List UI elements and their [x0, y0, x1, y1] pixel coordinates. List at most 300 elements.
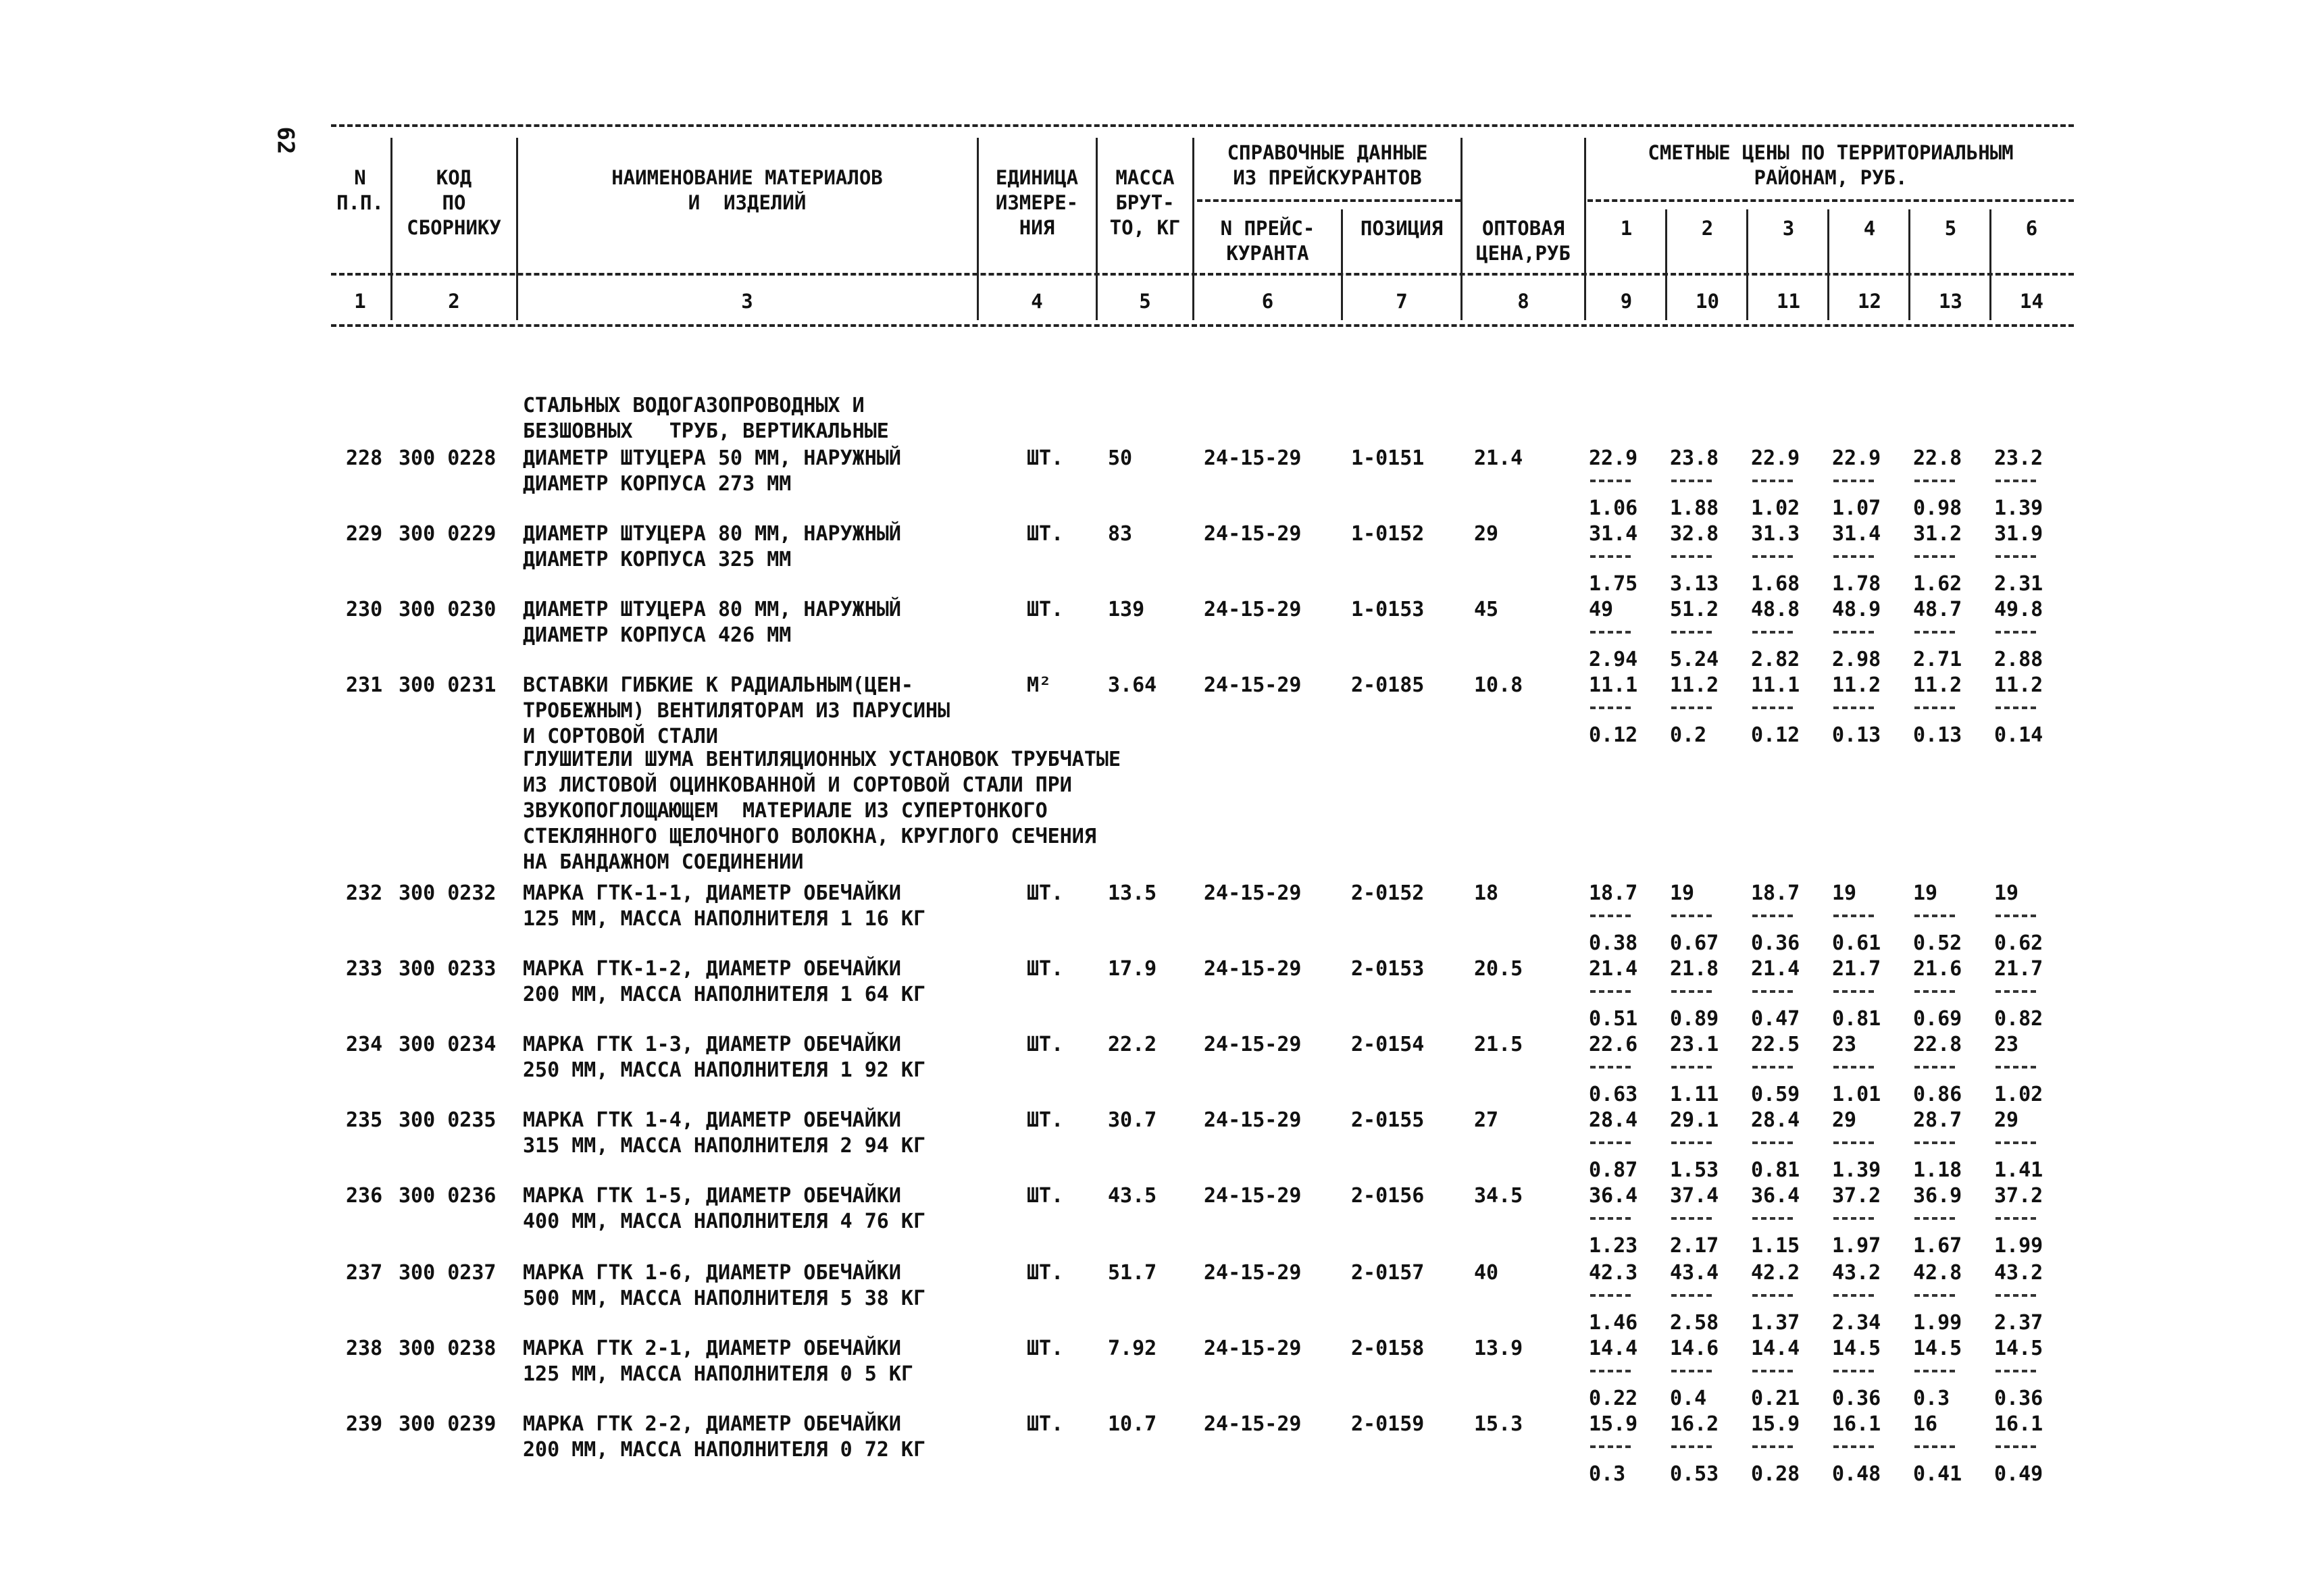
row-unit: ШТ. [1027, 957, 1064, 981]
row-number: 235 [346, 1108, 383, 1132]
row-number: 230 [346, 598, 383, 621]
row-region-labour: 1.78 [1832, 572, 1881, 596]
col-sep [977, 138, 979, 320]
colnum-9: 9 [1620, 290, 1633, 313]
row-wholesale: 45 [1474, 598, 1499, 621]
row-region-labour: 2.94 [1589, 648, 1638, 671]
price-divider [1833, 990, 1874, 993]
price-divider [1833, 915, 1874, 917]
row-mass: 30.7 [1108, 1108, 1157, 1132]
row-region-labour: 2.71 [1913, 648, 1962, 671]
row-region-price: 11.2 [1994, 673, 2043, 697]
row-number: 231 [346, 673, 383, 697]
header-bottom-rule [331, 324, 2074, 327]
row-position: 2-0159 [1351, 1412, 1425, 1436]
price-divider [1590, 555, 1631, 558]
header-col-name: НАИМЕНОВАНИЕ МАТЕРИАЛОВ И ИЗДЕЛИЙ [611, 166, 883, 214]
row-region-price: 42.2 [1751, 1261, 1800, 1285]
row-name: ВСТАВКИ ГИБКИЕ К РАДИАЛЬНЫМ(ЦЕН- ТРОБЕЖНЫМ) ВЕНТИЛЯТОРАМ ИЗ ПАРУСИНЫ И СОРТОВОЙ СТАЛИ [523, 673, 950, 748]
row-code: 300 0236 [399, 1184, 497, 1208]
row-code: 300 0229 [399, 522, 497, 546]
row-region-labour: 1.02 [1751, 496, 1800, 520]
row-region-labour: 0.12 [1589, 723, 1638, 747]
row-region-labour: 1.06 [1589, 496, 1638, 520]
row-region-labour: 0.36 [1832, 1387, 1881, 1410]
row-region-price: 31.4 [1589, 522, 1638, 546]
row-region-labour: 1.18 [1913, 1158, 1962, 1182]
row-region-price: 51.2 [1670, 598, 1719, 621]
row-region-labour: 0.62 [1994, 931, 2043, 955]
row-region-price: 14.5 [1994, 1337, 2043, 1360]
price-divider [1671, 990, 1712, 993]
row-region-price: 31.3 [1751, 522, 1800, 546]
colnum-6: 6 [1261, 290, 1274, 313]
price-divider [1590, 1445, 1631, 1448]
price-divider [1833, 1445, 1874, 1448]
row-region-labour: 0.98 [1913, 496, 1962, 520]
colnum-11: 11 [1777, 290, 1800, 313]
row-region-labour: 1.46 [1589, 1311, 1638, 1335]
row-number: 233 [346, 957, 383, 981]
price-divider [1671, 1217, 1712, 1220]
row-number: 239 [346, 1412, 383, 1436]
price-divider [1671, 1445, 1712, 1448]
col-sep [1460, 138, 1463, 320]
row-name: ДИАМЕТР ШТУЦЕРА 80 ММ, НАРУЖНЫЙ ДИАМЕТР КОРПУСА 325 ММ [523, 522, 901, 571]
row-region-price: 11.2 [1913, 673, 1962, 697]
price-divider [1996, 706, 2036, 709]
group-heading: СТАЛЬНЫХ ВОДОГАЗОПРОВОДНЫХ И БЕЗШОВНЫХ ТРУБ, ВЕРТИКАЛЬНЫЕ [523, 394, 889, 443]
price-divider [1590, 1294, 1631, 1297]
row-region-price: 37.4 [1670, 1184, 1719, 1208]
row-code: 300 0232 [399, 881, 497, 905]
row-region-labour: 0.38 [1589, 931, 1638, 955]
row-price-list: 24-15-29 [1204, 522, 1302, 546]
row-region-labour: 1.99 [1913, 1311, 1962, 1335]
price-divider [1914, 631, 1955, 634]
row-unit: ШТ. [1027, 1033, 1064, 1056]
price-divider [1671, 1294, 1712, 1297]
row-wholesale: 29 [1474, 522, 1499, 546]
row-region-labour: 2.98 [1832, 648, 1881, 671]
row-region-price: 48.8 [1751, 598, 1800, 621]
row-position: 2-0152 [1351, 881, 1425, 905]
row-wholesale: 13.9 [1474, 1337, 1523, 1360]
header-region-5: 5 [1944, 217, 1957, 240]
row-region-labour: 5.24 [1670, 648, 1719, 671]
row-region-price: 14.6 [1670, 1337, 1719, 1360]
row-region-price: 22.6 [1589, 1033, 1638, 1056]
row-region-price: 14.4 [1589, 1337, 1638, 1360]
row-region-price: 19 [1994, 881, 2019, 905]
row-wholesale: 18 [1474, 881, 1499, 905]
row-region-labour: 2.58 [1670, 1311, 1719, 1335]
row-code: 300 0230 [399, 598, 497, 621]
row-number: 234 [346, 1033, 383, 1056]
row-region-price: 31.2 [1913, 522, 1962, 546]
row-region-labour: 0.21 [1751, 1387, 1800, 1410]
col-sep [1746, 209, 1748, 320]
price-divider [1752, 706, 1793, 709]
price-divider [1914, 480, 1955, 482]
row-region-labour: 2.88 [1994, 648, 2043, 671]
price-divider [1833, 1066, 1874, 1069]
row-region-price: 21.8 [1670, 957, 1719, 981]
header-ref-group: СПРАВОЧНЫЕ ДАННЫЕ ИЗ ПРЕЙСКУРАНТОВ [1227, 141, 1428, 189]
row-region-labour: 1.39 [1994, 496, 2043, 520]
row-region-price: 19 [1670, 881, 1695, 905]
row-region-price: 49.8 [1994, 598, 2043, 621]
row-region-price: 11.1 [1751, 673, 1800, 697]
header-region-2: 2 [1701, 217, 1714, 240]
col-sep [516, 138, 518, 320]
price-divider [1590, 1066, 1631, 1069]
row-region-labour: 0.4 [1670, 1387, 1707, 1410]
price-divider [1671, 1370, 1712, 1372]
row-mass: 10.7 [1108, 1412, 1157, 1436]
price-divider [1914, 1294, 1955, 1297]
price-divider [1996, 631, 2036, 634]
header-col-code: КОД ПО СБОРНИКУ [407, 166, 501, 239]
row-price-list: 24-15-29 [1204, 1337, 1302, 1360]
row-region-price: 23.2 [1994, 446, 2043, 470]
price-divider [1752, 555, 1793, 558]
row-region-price: 43.2 [1832, 1261, 1881, 1285]
row-unit: ШТ. [1027, 881, 1064, 905]
price-divider [1752, 915, 1793, 917]
row-price-list: 24-15-29 [1204, 1033, 1302, 1056]
row-position: 1-0153 [1351, 598, 1425, 621]
row-region-price: 18.7 [1589, 881, 1638, 905]
colnum-12: 12 [1858, 290, 1881, 313]
row-mass: 13.5 [1108, 881, 1157, 905]
row-region-price: 31.9 [1994, 522, 2043, 546]
row-region-labour: 0.41 [1913, 1462, 1962, 1486]
row-price-list: 24-15-29 [1204, 1412, 1302, 1436]
row-region-labour: 0.28 [1751, 1462, 1800, 1486]
price-divider [1914, 990, 1955, 993]
row-region-price: 23.1 [1670, 1033, 1719, 1056]
row-position: 2-0154 [1351, 1033, 1425, 1056]
col-sep [1989, 209, 1991, 320]
row-region-price: 23 [1832, 1033, 1857, 1056]
row-region-price: 15.9 [1751, 1412, 1800, 1436]
header-region-6: 6 [2025, 217, 2038, 240]
row-unit: М² [1027, 673, 1052, 697]
row-region-price: 43.2 [1994, 1261, 2043, 1285]
price-divider [1752, 1445, 1793, 1448]
price-divider [1914, 1141, 1955, 1144]
colnum-5: 5 [1139, 290, 1151, 313]
row-region-price: 28.4 [1751, 1108, 1800, 1132]
row-code: 300 0234 [399, 1033, 497, 1056]
row-region-labour: 1.68 [1751, 572, 1800, 596]
row-region-labour: 0.86 [1913, 1083, 1962, 1106]
row-region-labour: 0.67 [1670, 931, 1719, 955]
row-region-price: 22.8 [1913, 1033, 1962, 1056]
price-divider [1752, 631, 1793, 634]
row-number: 229 [346, 522, 383, 546]
row-region-labour: 0.81 [1832, 1007, 1881, 1031]
row-region-price: 29 [1832, 1108, 1857, 1132]
header-region-1: 1 [1620, 217, 1633, 240]
row-region-labour: 1.88 [1670, 496, 1719, 520]
row-region-labour: 2.34 [1832, 1311, 1881, 1335]
row-unit: ШТ. [1027, 1337, 1064, 1360]
row-position: 2-0153 [1351, 957, 1425, 981]
row-price-list: 24-15-29 [1204, 881, 1302, 905]
price-divider [1590, 631, 1631, 634]
row-position: 1-0151 [1351, 446, 1425, 470]
row-region-price: 21.7 [1994, 957, 2043, 981]
header-col-mass: МАССА БРУТ- ТО, КГ [1109, 166, 1181, 239]
row-region-labour: 1.97 [1832, 1234, 1881, 1258]
row-unit: ШТ. [1027, 598, 1064, 621]
header-col-wholesale: ОПТОВАЯ ЦЕНА,РУБ [1476, 217, 1571, 265]
row-wholesale: 20.5 [1474, 957, 1523, 981]
row-name: МАРКА ГТК-1-2, ДИАМЕТР ОБЕЧАЙКИ 200 ММ, МАССА НАПОЛНИТЕЛЯ 1 64 КГ [523, 957, 926, 1006]
price-divider [1833, 1217, 1874, 1220]
row-position: 2-0156 [1351, 1184, 1425, 1208]
col-sep [1665, 209, 1667, 320]
row-region-labour: 0.36 [1751, 931, 1800, 955]
row-position: 2-0155 [1351, 1108, 1425, 1132]
row-code: 300 0233 [399, 957, 497, 981]
colnum-1: 1 [354, 290, 366, 313]
row-region-price: 21.6 [1913, 957, 1962, 981]
row-price-list: 24-15-29 [1204, 957, 1302, 981]
row-region-price: 22.9 [1832, 446, 1881, 470]
row-code: 300 0237 [399, 1261, 497, 1285]
colnum-2: 2 [448, 290, 460, 313]
ref-group-rule [1197, 199, 1460, 202]
row-region-price: 22.9 [1589, 446, 1638, 470]
row-number: 236 [346, 1184, 383, 1208]
colnum-3: 3 [741, 290, 753, 313]
row-wholesale: 15.3 [1474, 1412, 1523, 1436]
row-price-list: 24-15-29 [1204, 1108, 1302, 1132]
row-name: МАРКА ГТК-1-1, ДИАМЕТР ОБЕЧАЙКИ 125 ММ, МАССА НАПОЛНИТЕЛЯ 1 16 КГ [523, 881, 926, 931]
row-region-labour: 0.22 [1589, 1387, 1638, 1410]
price-divider [1590, 706, 1631, 709]
price-divider [1671, 480, 1712, 482]
row-region-price: 16 [1913, 1412, 1938, 1436]
row-region-labour: 1.07 [1832, 496, 1881, 520]
price-divider [1752, 990, 1793, 993]
row-mass: 51.7 [1108, 1261, 1157, 1285]
row-region-price: 43.4 [1670, 1261, 1719, 1285]
row-region-price: 21.4 [1751, 957, 1800, 981]
price-divider [1671, 706, 1712, 709]
row-region-labour: 0.53 [1670, 1462, 1719, 1486]
price-divider [1590, 990, 1631, 993]
row-region-price: 48.9 [1832, 598, 1881, 621]
row-region-labour: 0.2 [1670, 723, 1707, 747]
header-top-rule [331, 124, 2074, 127]
price-divider [1996, 1217, 2036, 1220]
row-wholesale: 34.5 [1474, 1184, 1523, 1208]
row-region-labour: 0.12 [1751, 723, 1800, 747]
row-region-price: 19 [1832, 881, 1857, 905]
row-code: 300 0235 [399, 1108, 497, 1132]
row-code: 300 0228 [399, 446, 497, 470]
col-sep [1096, 138, 1098, 320]
row-region-labour: 0.48 [1832, 1462, 1881, 1486]
row-mass: 50 [1108, 446, 1133, 470]
header-mid-rule [331, 273, 2074, 276]
col-sep [1584, 138, 1586, 320]
row-region-price: 11.1 [1589, 673, 1638, 697]
row-region-labour: 3.13 [1670, 572, 1719, 596]
row-region-labour: 0.13 [1913, 723, 1962, 747]
row-mass: 43.5 [1108, 1184, 1157, 1208]
row-position: 2-0185 [1351, 673, 1425, 697]
row-unit: ШТ. [1027, 522, 1064, 546]
row-number: 228 [346, 446, 383, 470]
row-position: 2-0157 [1351, 1261, 1425, 1285]
row-position: 1-0152 [1351, 522, 1425, 546]
row-name: МАРКА ГТК 1-5, ДИАМЕТР ОБЕЧАЙКИ 400 ММ, МАССА НАПОЛНИТЕЛЯ 4 76 КГ [523, 1184, 926, 1233]
row-unit: ШТ. [1027, 1184, 1064, 1208]
price-divider [1833, 631, 1874, 634]
price-divider [1671, 915, 1712, 917]
row-region-labour: 0.89 [1670, 1007, 1719, 1031]
price-divider [1833, 1294, 1874, 1297]
group-heading: ГЛУШИТЕЛИ ШУМА ВЕНТИЛЯЦИОННЫХ УСТАНОВОК ТРУБЧАТЫЕ ИЗ ЛИСТОВОЙ ОЦИНКОВАННОЙ И СОРТОВОЙ СТАЛИ ПРИ ЗВУКОПОГЛОЩАЮЩЕМ МАТЕРИАЛЕ ИЗ СУПЕРТОНКОГО СТЕКЛЯННОГО ЩЕЛОЧНОГО ВОЛОКНА, КРУГЛОГО СЕЧЕНИЯ НА БАНДАЖНОМ СОЕДИНЕНИИ [523, 748, 1121, 874]
row-price-list: 24-15-29 [1204, 598, 1302, 621]
page-number: 62 [272, 126, 299, 155]
row-region-price: 42.3 [1589, 1261, 1638, 1285]
row-region-labour: 1.62 [1913, 572, 1962, 596]
price-divider [1996, 1370, 2036, 1372]
price-divider [1671, 1066, 1712, 1069]
price-divider [1914, 1066, 1955, 1069]
row-region-price: 11.2 [1670, 673, 1719, 697]
row-region-price: 37.2 [1994, 1184, 2043, 1208]
row-region-labour: 1.37 [1751, 1311, 1800, 1335]
price-divider [1671, 1141, 1712, 1144]
price-divider [1671, 555, 1712, 558]
header-col-unit: ЕДИНИЦА ИЗМЕРЕ- НИЯ [995, 166, 1079, 239]
price-divider [1833, 1370, 1874, 1372]
price-divider [1752, 1066, 1793, 1069]
row-region-labour: 0.61 [1832, 931, 1881, 955]
row-region-price: 16.1 [1994, 1412, 2043, 1436]
row-region-price: 37.2 [1832, 1184, 1881, 1208]
row-region-labour: 1.67 [1913, 1234, 1962, 1258]
row-region-labour: 0.3 [1589, 1462, 1626, 1486]
row-region-labour: 1.41 [1994, 1158, 2043, 1182]
row-region-price: 15.9 [1589, 1412, 1638, 1436]
row-region-labour: 1.75 [1589, 572, 1638, 596]
row-region-labour: 2.37 [1994, 1311, 2043, 1335]
row-mass: 139 [1108, 598, 1145, 621]
row-wholesale: 10.8 [1474, 673, 1523, 697]
col-sep [1827, 209, 1829, 320]
row-region-price: 14.5 [1913, 1337, 1962, 1360]
row-name: ДИАМЕТР ШТУЦЕРА 50 ММ, НАРУЖНЫЙ ДИАМЕТР КОРПУСА 273 ММ [523, 446, 901, 496]
row-region-labour: 0.49 [1994, 1462, 2043, 1486]
price-divider [1590, 1370, 1631, 1372]
row-region-price: 19 [1913, 881, 1938, 905]
row-region-price: 29 [1994, 1108, 2019, 1132]
price-divider [1996, 555, 2036, 558]
row-code: 300 0239 [399, 1412, 497, 1436]
header-region-4: 4 [1863, 217, 1876, 240]
row-region-price: 31.4 [1832, 522, 1881, 546]
row-region-price: 23 [1994, 1033, 2019, 1056]
row-number: 232 [346, 881, 383, 905]
price-divider [1914, 1370, 1955, 1372]
price-divider [1996, 1066, 2036, 1069]
row-region-price: 36.9 [1913, 1184, 1962, 1208]
price-divider [1752, 1141, 1793, 1144]
price-divider [1833, 706, 1874, 709]
row-position: 2-0158 [1351, 1337, 1425, 1360]
row-number: 238 [346, 1337, 383, 1360]
col-sep [390, 138, 392, 320]
row-price-list: 24-15-29 [1204, 1184, 1302, 1208]
row-region-labour: 0.3 [1913, 1387, 1950, 1410]
row-region-labour: 2.82 [1751, 648, 1800, 671]
price-divider [1833, 555, 1874, 558]
row-region-labour: 0.63 [1589, 1083, 1638, 1106]
row-region-labour: 1.02 [1994, 1083, 2043, 1106]
row-region-labour: 1.23 [1589, 1234, 1638, 1258]
col-sep [1908, 209, 1910, 320]
header-col-pricelist: N ПРЕЙС- КУРАНТА [1220, 217, 1315, 265]
row-unit: ШТ. [1027, 1108, 1064, 1132]
row-region-labour: 1.01 [1832, 1083, 1881, 1106]
row-region-labour: 0.59 [1751, 1083, 1800, 1106]
price-divider [1996, 990, 2036, 993]
price-divider [1996, 480, 2036, 482]
price-group-rule [1587, 199, 2074, 202]
row-region-labour: 0.82 [1994, 1007, 2043, 1031]
row-number: 237 [346, 1261, 383, 1285]
row-mass: 17.9 [1108, 957, 1157, 981]
row-region-price: 14.4 [1751, 1337, 1800, 1360]
row-mass: 7.92 [1108, 1337, 1157, 1360]
price-divider [1914, 1445, 1955, 1448]
row-region-price: 48.7 [1913, 598, 1962, 621]
row-code: 300 0231 [399, 673, 497, 697]
price-divider [1914, 555, 1955, 558]
row-name: МАРКА ГТК 1-4, ДИАМЕТР ОБЕЧАЙКИ 315 ММ, МАССА НАПОЛНИТЕЛЯ 2 94 КГ [523, 1108, 926, 1158]
row-name: МАРКА ГТК 1-6, ДИАМЕТР ОБЕЧАЙКИ 500 ММ, МАССА НАПОЛНИТЕЛЯ 5 38 КГ [523, 1261, 926, 1310]
row-mass: 83 [1108, 522, 1133, 546]
colnum-13: 13 [1939, 290, 1962, 313]
header-col-position: ПОЗИЦИЯ [1360, 217, 1444, 240]
row-region-price: 23.8 [1670, 446, 1719, 470]
price-divider [1590, 1141, 1631, 1144]
row-region-labour: 1.53 [1670, 1158, 1719, 1182]
row-name: МАРКА ГТК 2-1, ДИАМЕТР ОБЕЧАЙКИ 125 ММ, МАССА НАПОЛНИТЕЛЯ 0 5 КГ [523, 1337, 913, 1386]
row-unit: ШТ. [1027, 1261, 1064, 1285]
row-region-labour: 0.51 [1589, 1007, 1638, 1031]
price-divider [1833, 1141, 1874, 1144]
col-sep [1341, 209, 1343, 320]
row-region-labour: 0.52 [1913, 931, 1962, 955]
row-region-price: 28.4 [1589, 1108, 1638, 1132]
row-name: ДИАМЕТР ШТУЦЕРА 80 ММ, НАРУЖНЫЙ ДИАМЕТР КОРПУСА 426 ММ [523, 598, 901, 647]
price-divider [1914, 1217, 1955, 1220]
price-divider [1996, 1141, 2036, 1144]
row-price-list: 24-15-29 [1204, 446, 1302, 470]
row-region-price: 32.8 [1670, 522, 1719, 546]
row-wholesale: 21.4 [1474, 446, 1523, 470]
price-divider [1752, 1370, 1793, 1372]
